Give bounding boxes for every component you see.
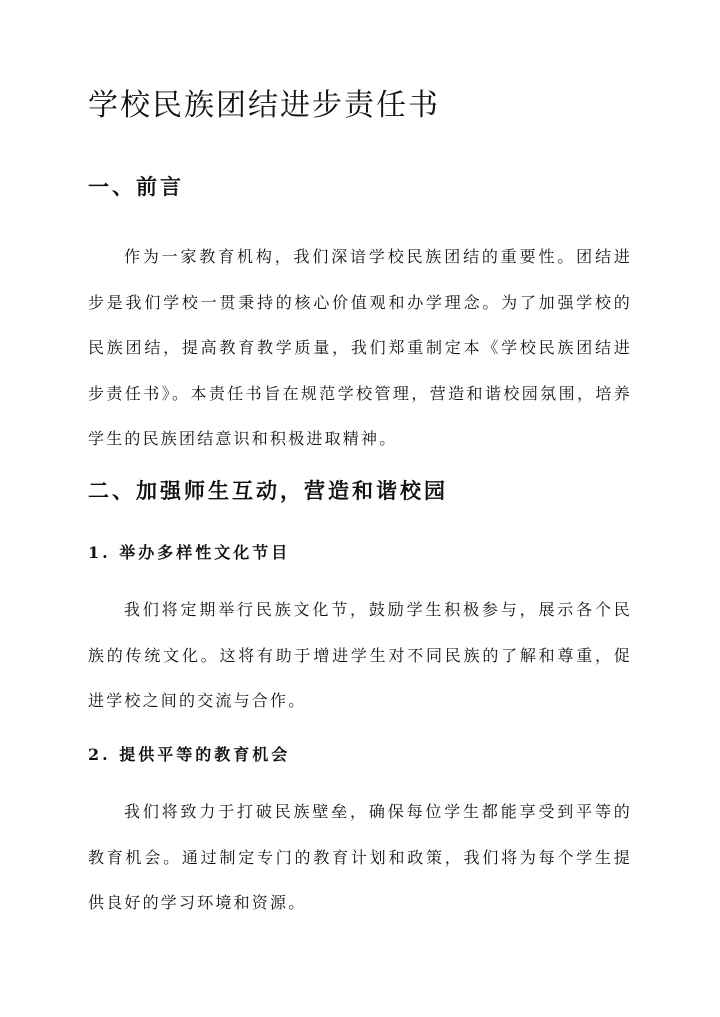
section-heading-interaction: 二、加强师生互动，营造和谐校园 (88, 478, 448, 503)
preface-paragraph: 作为一家教育机构，我们深谙学校民族团结的重要性。团结进步是我们学校一贯秉持的核心价值观和办学理念。为了加强学校的民族团结，提高教育教学质量，我们郑重制定本《学校民族团结进步责任书》。本责任书旨在规范学校管理，营造和谐校园氛围，培养学生的民族团结意识和积极进取精神。 (88, 247, 632, 448)
subsection-heading-equal-education: 2. 提供平等的教育机会 (88, 745, 291, 764)
section-heading-preface: 一、前言 (88, 174, 184, 199)
subsection-heading-cultural-programs: 1. 举办多样性文化节目 (88, 543, 291, 562)
equal-education-paragraph: 我们将致力于打破民族壁垒，确保每位学生都能享受到平等的教育机会。通过制定专门的教育计划和政策，我们将为每个学生提供良好的学习环境和资源。 (88, 802, 632, 912)
cultural-programs-paragraph: 我们将定期举行民族文化节，鼓励学生积极参与，展示各个民族的传统文化。这将有助于增进学生对不同民族的了解和尊重，促进学校之间的交流与合作。 (88, 600, 632, 710)
document-title: 学校民族团结进步责任书 (88, 88, 440, 123)
